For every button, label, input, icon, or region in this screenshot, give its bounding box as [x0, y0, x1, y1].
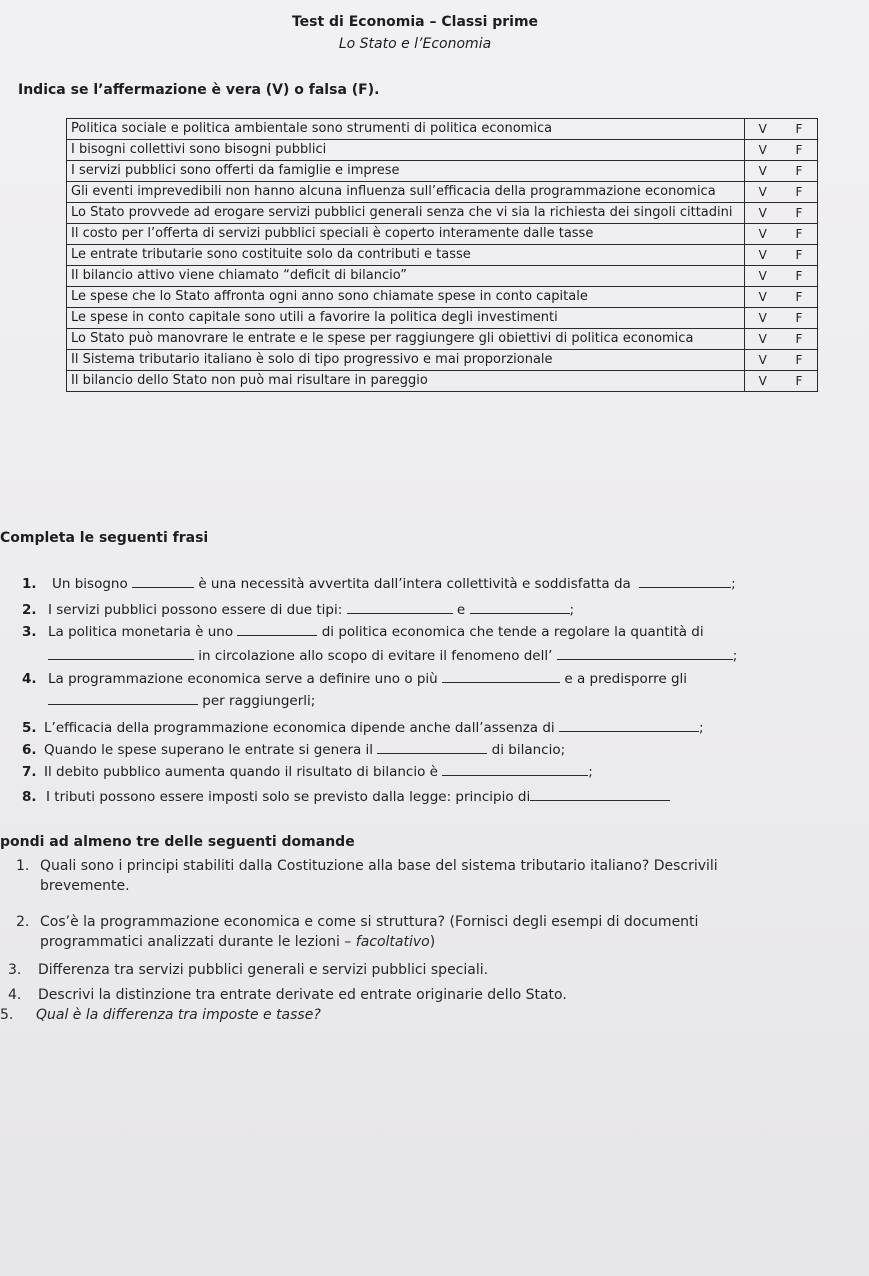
question-3: [8, 960, 488, 980]
item-number: 2.: [22, 602, 37, 618]
question-text-cont: programmatici analizzati durante le lezioni –: [40, 934, 352, 950]
statement-text: Il bilancio dello Stato non può mai risultare in pareggio: [67, 371, 745, 392]
true-false-table: [66, 118, 818, 392]
item-number: 8.: [22, 789, 37, 805]
answer-blank[interactable]: [237, 623, 317, 636]
fill-item-6: [22, 741, 565, 759]
true-option[interactable]: V: [744, 308, 781, 329]
true-option[interactable]: V: [744, 329, 781, 350]
true-option[interactable]: V: [744, 245, 781, 266]
fill-item-3: [22, 623, 704, 641]
item-number: 1.: [22, 576, 37, 592]
item-text: Quando le spese superano le entrate si genera il: [44, 742, 374, 758]
question-text: Quali sono i principi stabiliti dalla Costituzione alla base del sistema tributario italiano? Descrivili: [40, 858, 718, 874]
answer-blank[interactable]: [442, 670, 560, 683]
item-number: 6.: [22, 742, 37, 758]
question-2: [16, 912, 846, 952]
false-option[interactable]: F: [781, 371, 818, 392]
statement-text: Lo Stato provvede ad erogare servizi pubblici generali senza che vi sia la richiesta dei singoli cittadini: [67, 203, 745, 224]
statement-row: [67, 308, 818, 329]
question-4: [8, 985, 567, 1005]
item-text: di politica economica che tende a regolare la quantità di: [321, 624, 704, 640]
true-option[interactable]: V: [744, 140, 781, 161]
answer-blank[interactable]: [557, 647, 733, 660]
statement-text: I servizi pubblici sono offerti da famiglie e imprese: [67, 161, 745, 182]
false-option[interactable]: F: [781, 140, 818, 161]
false-option[interactable]: F: [781, 224, 818, 245]
statement-row: [67, 182, 818, 203]
statement-text: Le entrate tributarie sono costituite solo da contributi e tasse: [67, 245, 745, 266]
item-text: I servizi pubblici possono essere di due tipi:: [48, 602, 343, 618]
question-note: facoltativo: [355, 934, 430, 950]
statement-row: [67, 119, 818, 140]
false-option[interactable]: F: [781, 287, 818, 308]
statement-row: [67, 287, 818, 308]
fill-item-3-cont: [48, 647, 737, 665]
item-text: in circolazione allo scopo di evitare il fenomeno dell’: [198, 648, 553, 664]
false-option[interactable]: F: [781, 329, 818, 350]
question-text-cont: brevemente.: [40, 878, 130, 894]
true-option[interactable]: V: [744, 224, 781, 245]
item-number: 3.: [22, 624, 37, 640]
item-text: è una necessità avvertita dall’intera collettività e soddisfatta da: [198, 576, 631, 592]
true-option[interactable]: V: [744, 161, 781, 182]
statement-row: [67, 203, 818, 224]
statement-row: [67, 266, 818, 287]
question-number: 3.: [8, 962, 22, 978]
false-option[interactable]: F: [781, 182, 818, 203]
fill-item-4-cont: [48, 692, 315, 710]
answer-blank[interactable]: [48, 647, 194, 660]
question-5: [0, 1005, 321, 1025]
statement-text: Politica sociale e politica ambientale sono strumenti di politica economica: [67, 119, 745, 140]
true-option[interactable]: V: [744, 266, 781, 287]
false-option[interactable]: F: [781, 350, 818, 371]
true-option[interactable]: V: [744, 182, 781, 203]
fill-item-4: [22, 670, 687, 688]
statement-row: [67, 140, 818, 161]
question-number: 2.: [16, 914, 30, 930]
item-text: per raggiungerli;: [202, 693, 316, 709]
true-option[interactable]: V: [744, 203, 781, 224]
statement-text: Le spese in conto capitale sono utili a favorire la politica degli investimenti: [67, 308, 745, 329]
question-text: Differenza tra servizi pubblici generali e servizi pubblici speciali.: [38, 962, 489, 978]
question-text: Qual è la differenza tra imposte e tasse?: [36, 1007, 321, 1023]
statement-text: Il bilancio attivo viene chiamato “deficit di bilancio”: [67, 266, 745, 287]
answer-blank[interactable]: [639, 575, 731, 588]
question-number: 1.: [16, 858, 30, 874]
question-text: Descrivi la distinzione tra entrate derivate ed entrate originarie dello Stato.: [38, 987, 567, 1003]
section3-heading: pondi ad almeno tre delle seguenti domande: [0, 834, 355, 850]
answer-blank[interactable]: [442, 763, 588, 776]
question-1: [16, 856, 846, 896]
item-text: e a predisporre gli: [564, 671, 688, 687]
item-number: 5.: [22, 720, 37, 736]
question-text: Cos’è la programmazione economica e come si struttura? (Fornisci degli esempi di documenti: [40, 914, 699, 930]
statement-text: Gli eventi imprevedibili non hanno alcuna influenza sull’efficacia della programmazione economica: [67, 182, 745, 203]
item-text: La politica monetaria è uno: [48, 624, 234, 640]
fill-item-5: [22, 719, 704, 737]
statement-text: Il costo per l’offerta di servizi pubblici speciali è coperto interamente dalle tasse: [67, 224, 745, 245]
item-text: ;: [569, 602, 575, 618]
item-text: Un bisogno: [52, 576, 128, 592]
false-option[interactable]: F: [781, 266, 818, 287]
question-number: 5.: [0, 1007, 14, 1023]
true-option[interactable]: V: [744, 350, 781, 371]
fill-item-7: [22, 763, 593, 781]
statement-text: Il Sistema tributario italiano è solo di tipo progressivo e mai proporzionale: [67, 350, 745, 371]
item-text: La programmazione economica serve a definire uno o più: [48, 671, 438, 687]
statement-text: I bisogni collettivi sono bisogni pubblici: [67, 140, 745, 161]
answer-blank[interactable]: [347, 601, 453, 614]
item-text: ;: [731, 576, 736, 592]
true-option[interactable]: V: [744, 119, 781, 140]
true-option[interactable]: V: [744, 287, 781, 308]
statement-row: [67, 329, 818, 350]
false-option[interactable]: F: [781, 203, 818, 224]
statement-row: [67, 161, 818, 182]
question-number: 4.: [8, 987, 22, 1003]
answer-blank[interactable]: [48, 692, 198, 705]
item-text: ;: [588, 764, 593, 780]
section1-instruction: Indica se l’affermazione è vera (V) o falsa (F).: [18, 82, 380, 98]
statement-text: Le spese che lo Stato affronta ogni anno sono chiamate spese in conto capitale: [67, 287, 745, 308]
statement-row: [67, 224, 818, 245]
item-number: 4.: [22, 671, 37, 687]
statement-text: Lo Stato può manovrare le entrate e le spese per raggiungere gli obiettivi di politica economica: [67, 329, 745, 350]
question-text-end: ): [429, 934, 436, 950]
false-option[interactable]: F: [781, 245, 818, 266]
item-number: 7.: [22, 764, 37, 780]
answer-blank[interactable]: [530, 788, 670, 801]
item-text: ;: [698, 720, 704, 736]
false-option[interactable]: F: [781, 308, 818, 329]
item-text: di bilancio;: [491, 742, 566, 758]
false-option[interactable]: F: [781, 161, 818, 182]
page-subtitle: Lo Stato e l’Economia: [338, 36, 492, 52]
section2-heading: Completa le seguenti frasi: [0, 530, 209, 546]
statement-row: [67, 245, 818, 266]
answer-blank[interactable]: [559, 719, 699, 732]
page-title: Test di Economia – Classi prime: [291, 14, 539, 30]
item-text: Il debito pubblico aumenta quando il risultato di bilancio è: [44, 764, 438, 780]
fill-item-8: [22, 788, 670, 806]
answer-blank[interactable]: [132, 575, 194, 588]
fill-item-1: [22, 575, 736, 593]
item-text: I tributi possono essere imposti solo se previsto dalla legge: principio di: [46, 789, 531, 805]
false-option[interactable]: F: [781, 119, 818, 140]
answer-blank[interactable]: [470, 601, 570, 614]
item-text: L’efficacia della programmazione economica dipende anche dall’assenza di: [44, 720, 555, 736]
statement-row: [67, 371, 818, 392]
true-option[interactable]: V: [744, 371, 781, 392]
answer-blank[interactable]: [377, 741, 487, 754]
item-text: e: [456, 602, 466, 618]
fill-item-2: [22, 601, 574, 619]
item-text: ;: [732, 648, 738, 664]
statement-row: [67, 350, 818, 371]
